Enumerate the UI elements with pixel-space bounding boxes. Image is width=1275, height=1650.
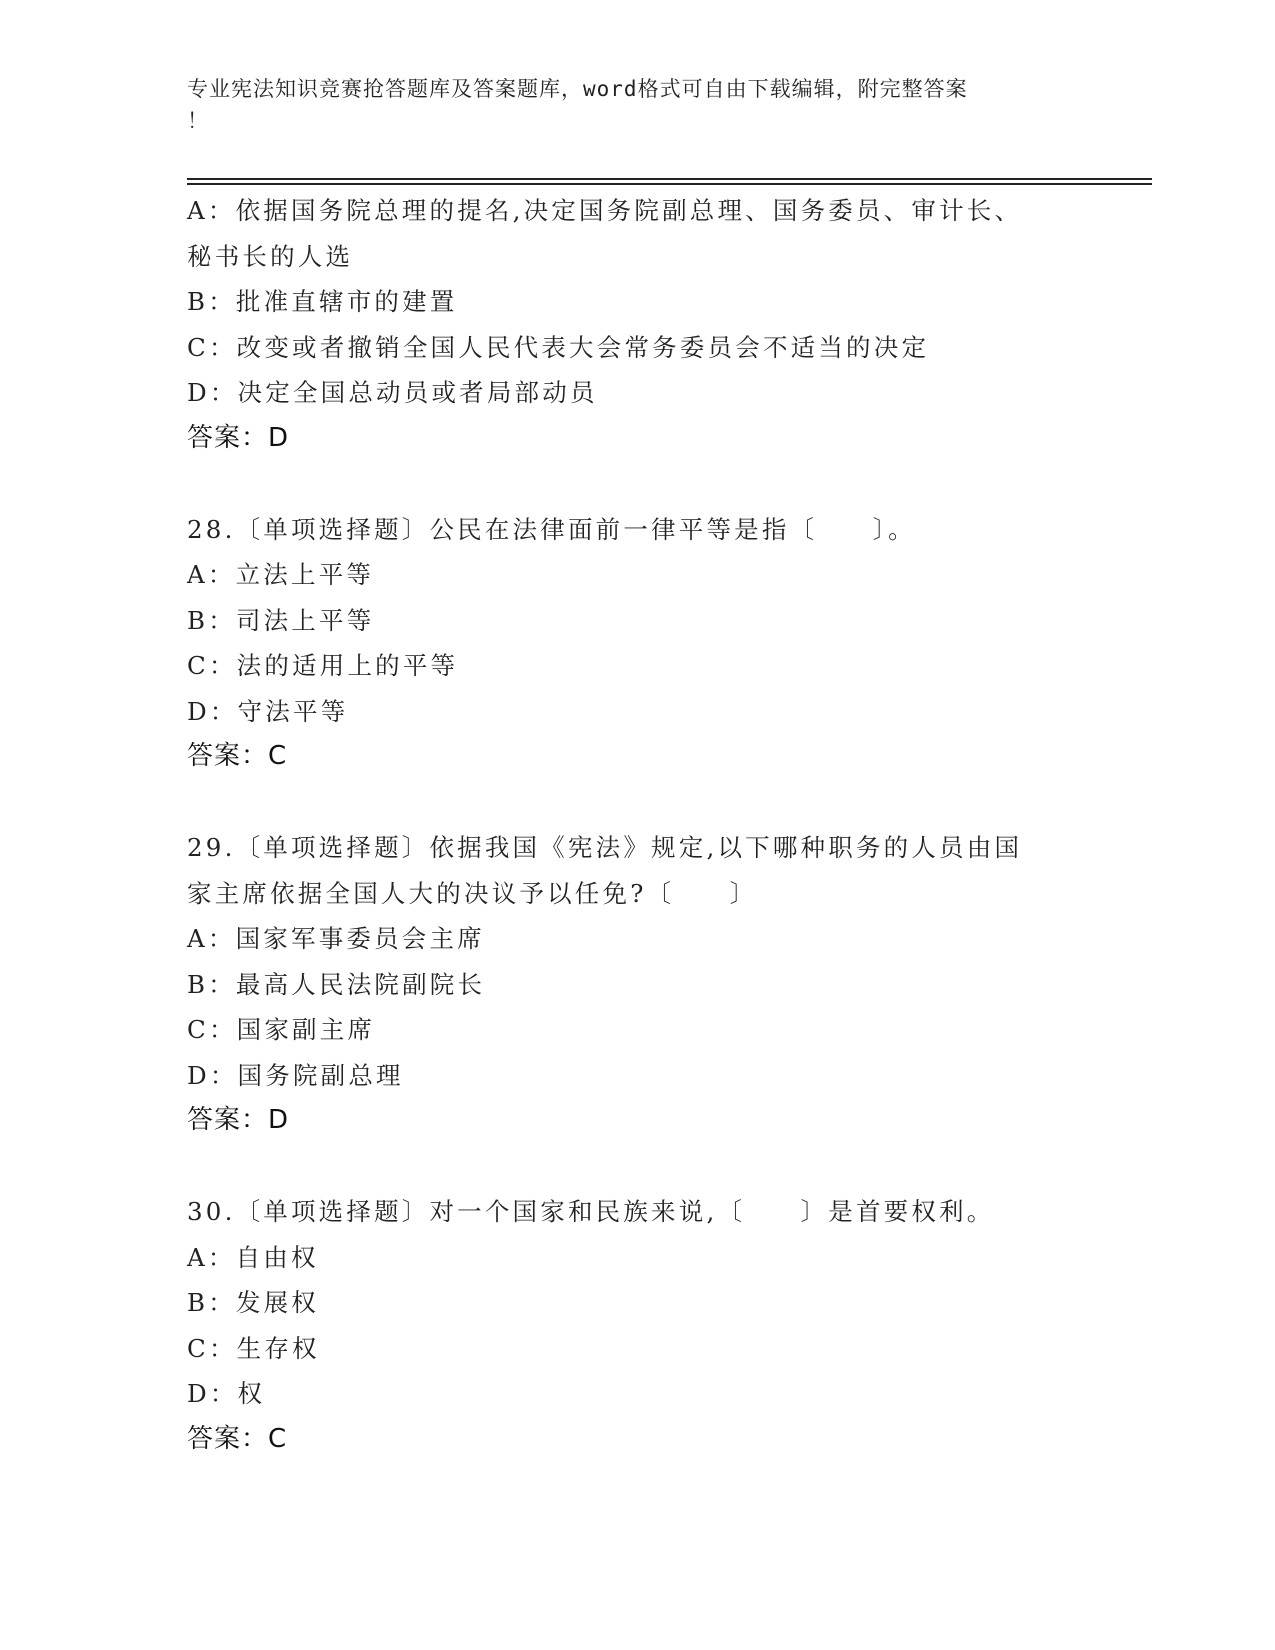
option-b: B：发展权: [187, 1288, 320, 1317]
option-b: B：批准直辖市的建置: [187, 287, 458, 316]
option-c: C：法的适用上的平等: [187, 651, 459, 680]
option-d: D：权: [187, 1379, 266, 1408]
answer: 答案：D: [187, 422, 290, 453]
question-27: [187, 188, 1087, 461]
option-c: C：改变或者撤销全国人民代表大会常务委员会不适当的决定: [187, 332, 930, 362]
option-d: D：决定全国总动员或者局部动员: [187, 378, 598, 407]
answer: 答案：D: [187, 1105, 290, 1135]
question-list: [187, 188, 1087, 1462]
question-30: [187, 1189, 1087, 1462]
answer: 答案：C: [187, 741, 288, 771]
option-a: A：依据国务院总理的提名,决定国务院副总理、国务委员、审计长、: [187, 196, 1023, 225]
option-a: A：立法上平等: [187, 560, 375, 589]
option-a: A：自由权: [187, 1242, 319, 1272]
option-c: C：生存权: [187, 1333, 320, 1363]
option-d: D：国务院副总理: [187, 1060, 404, 1090]
question-stem: 28.〔单项选择题〕公民在法律面前一律平等是指〔 〕。: [187, 514, 916, 544]
question-stem: 30.〔单项选择题〕对一个国家和民族来说,〔 〕是首要权利。: [187, 1197, 995, 1226]
question-29: [187, 825, 1087, 1144]
option-a: A：国家军事委员会主席: [187, 924, 485, 953]
answer: 答案：C: [187, 1423, 288, 1454]
question-stem: 29.〔单项选择题〕依据我国《宪法》规定,以下哪种职务的人员由国: [187, 833, 1023, 862]
option-b: B：司法上平等: [187, 605, 375, 635]
spacer: [187, 780, 1087, 826]
header-divider-bottom: [187, 183, 1152, 185]
header-line-1: 专业宪法知识竞赛抢答题库及答案题库，word格式可自由下载编辑，附完整答案: [187, 77, 968, 101]
spacer: [187, 461, 1087, 507]
question-stem-continued: 家主席依据全国人大的决议予以任免?〔 〕: [187, 878, 758, 908]
option-c: C：国家副主席: [187, 1015, 376, 1044]
header-line-2: ！: [187, 109, 209, 133]
question-28: [187, 507, 1087, 780]
option-a-continued: 秘书长的人选: [187, 241, 354, 271]
spacer: [187, 1144, 1087, 1190]
header-divider-top: [187, 178, 1152, 180]
option-d: D：守法平等: [187, 696, 349, 726]
option-b: B：最高人民法院副院长: [187, 969, 486, 999]
document-header: [187, 73, 1067, 137]
